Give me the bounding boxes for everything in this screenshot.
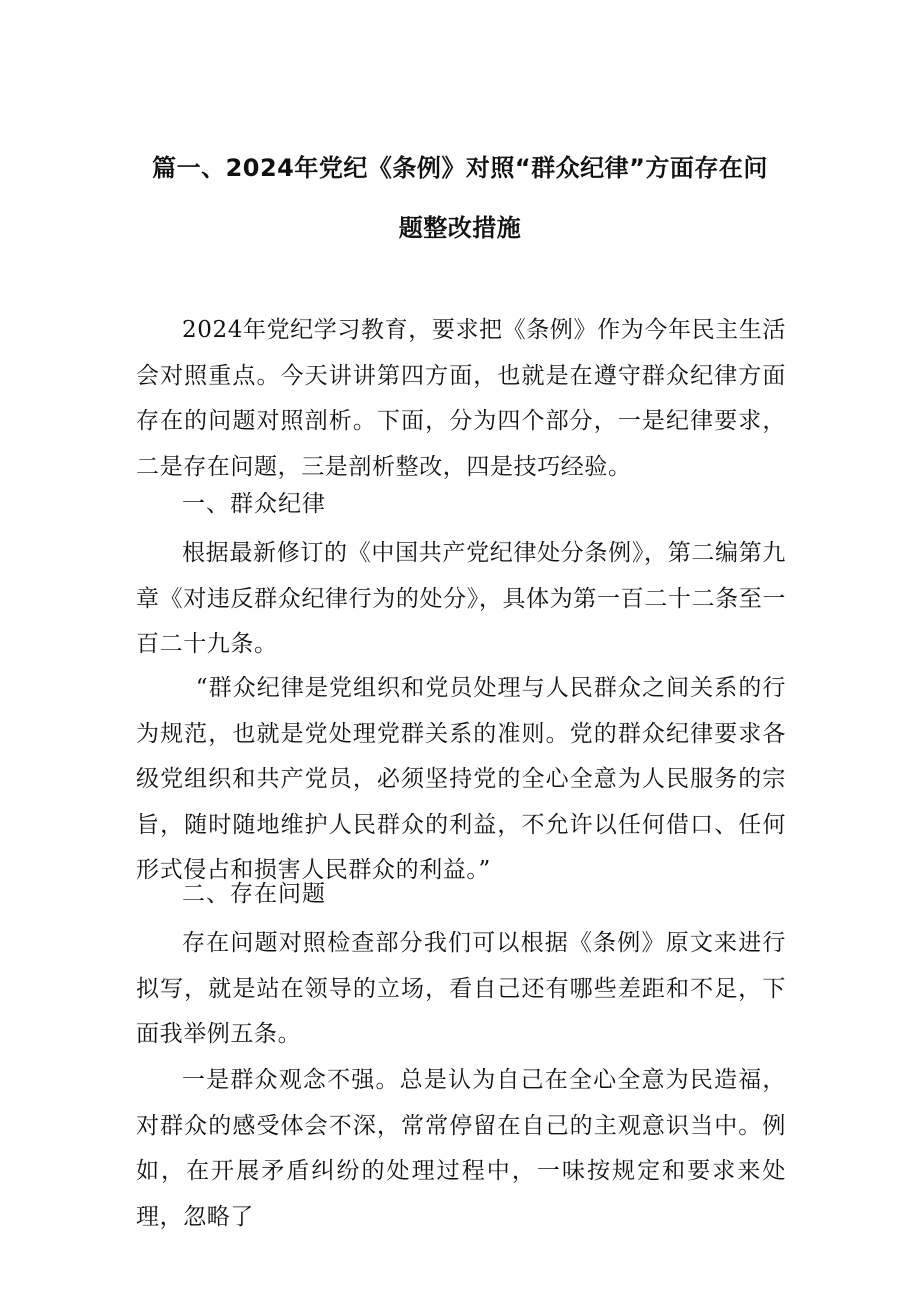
section1-quote: “群众纪律是党组织和党员处理与人民群众之间关系的行为规范，也就是党处理党群关系的准则。党的群众纪律要求各级党组织和共产党员，必须坚持党的全心全意为人民服务的宗旨，随时随地维护人民群众的利益，不允许以任何借口、任何形式侵占和损害人民群众的利益。” [136, 675, 786, 883]
section2-heading: 二、存在问题 [182, 881, 326, 907]
section1-paragraph: 根据最新修订的《中国共产党纪律处分条例》，第二编第九章《对违反群众纪律行为的处分》，具体为第一百二十二条至一百二十九条。 [136, 540, 786, 657]
document-title-line2: 题整改措施 [398, 214, 522, 242]
intro-paragraph: 2024年党纪学习教育，要求把《条例》作为今年民主生活会对照重点。今天讲讲第四方面，也就是在遵守群众纪律方面存在的问题对照剖析。下面，分为四个部分，一是纪律要求，二是存在问题，三是剖析整改，四是技巧经验。 [136, 317, 786, 480]
section1-heading: 一、群众纪律 [182, 491, 326, 517]
section2-item1: 一是群众观念不强。总是认为自己在全心全意为民造福，对群众的感受体会不深，常常停留在自己的主观意识当中。例如，在开展矛盾纠纷的处理过程中，一味按规定和要求来处理，忽略了 [136, 1067, 786, 1230]
document-title-line1: 篇一、2024年党纪《条例》对照“群众纪律”方面存在问 [152, 154, 768, 182]
section2-paragraph: 存在问题对照检查部分我们可以根据《条例》原文来进行拟写，就是站在领导的立场，看自己还有哪些差距和不足，下面我举例五条。 [136, 930, 786, 1047]
